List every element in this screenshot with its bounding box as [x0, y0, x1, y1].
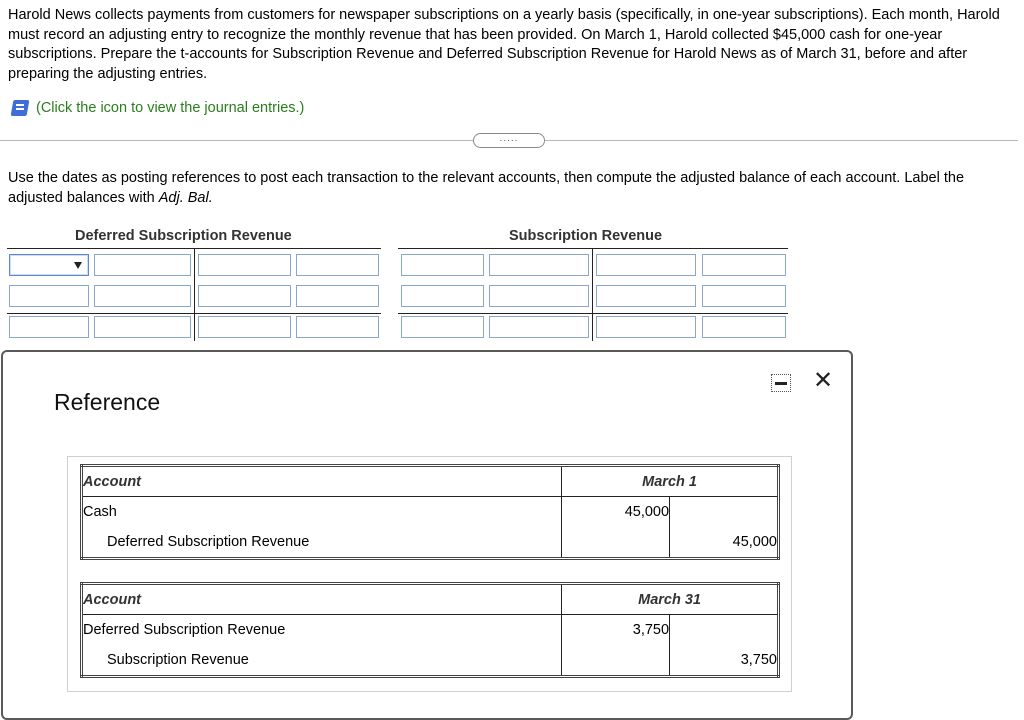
balance-amount-input[interactable] — [489, 316, 589, 338]
t-account-center-line — [592, 249, 593, 341]
balance-amount-input[interactable] — [702, 316, 786, 338]
instructions-text: Use the dates as posting references to post each transaction to the relevant accounts, then compute the adjusted balance of each account. Label the adjusted balances with — [8, 170, 965, 206]
credit-date-input[interactable] — [198, 254, 291, 276]
credit-cell — [670, 497, 779, 528]
header-date: March 31 — [562, 584, 779, 615]
credit-cell — [670, 615, 779, 646]
header-account: Account — [82, 466, 562, 497]
header-account: Account — [82, 584, 562, 615]
journal-entries-link-text[interactable]: (Click the icon to view the journal entries.) — [36, 100, 305, 116]
credit-amount-input[interactable] — [702, 285, 786, 307]
modal-title: Reference — [54, 389, 161, 415]
t-account-total-line — [398, 313, 788, 314]
debit-cell: 3,750 — [562, 615, 670, 646]
balance-amount-input[interactable] — [296, 316, 379, 338]
debit-amount-input[interactable] — [489, 254, 589, 276]
balance-amount-input[interactable] — [94, 316, 191, 338]
debit-date-input[interactable] — [401, 254, 484, 276]
book-icon[interactable] — [10, 98, 30, 118]
t-account-title-deferred: Deferred Subscription Revenue — [75, 228, 292, 244]
credit-date-input[interactable] — [596, 254, 696, 276]
balance-label-input[interactable] — [9, 316, 89, 338]
credit-amount-input[interactable] — [702, 254, 786, 276]
t-account-total-line — [7, 313, 381, 314]
credit-cell: 45,000 — [670, 528, 779, 559]
chevron-down-icon — [74, 262, 82, 269]
date-dropdown[interactable] — [9, 254, 89, 276]
journal-table-march-31 — [80, 582, 780, 678]
balance-label-input[interactable] — [198, 316, 291, 338]
expand-button[interactable]: ..... — [473, 133, 545, 148]
t-account-title-subscription: Subscription Revenue — [509, 228, 663, 244]
debit-date-input[interactable] — [401, 285, 484, 307]
t-account-center-line — [194, 249, 195, 341]
balance-label-input[interactable] — [401, 316, 484, 338]
credit-amount-input[interactable] — [296, 254, 379, 276]
instructions — [8, 169, 1013, 208]
debit-cell: 45,000 — [562, 497, 670, 528]
table-row — [82, 528, 779, 559]
reference-modal — [1, 350, 853, 720]
account-cell: Cash — [82, 497, 562, 528]
journal-entries-link[interactable] — [10, 98, 304, 118]
balance-label-input[interactable] — [596, 316, 696, 338]
debit-amount-input[interactable] — [489, 285, 589, 307]
account-cell: Deferred Subscription Revenue — [82, 615, 562, 646]
credit-cell: 3,750 — [670, 646, 779, 677]
account-cell: Deferred Subscription Revenue — [82, 528, 562, 559]
table-row — [82, 646, 779, 677]
journal-table-march-1 — [80, 464, 780, 560]
table-row — [82, 497, 779, 528]
debit-amount-input[interactable] — [94, 285, 191, 307]
adj-bal-label: Adj. Bal. — [158, 189, 213, 206]
problem-text: Harold News collects payments from customers for newspaper subscriptions on a yearly basis (specifically, in one-year subscriptions). Each month, Harold must record an adjusting entry to recognize the monthly revenue that has been provided. On March 1, Harold collected $45,000 cash for one-year subscriptions. Prepare the t-accounts for Subscription Revenue and Deferred Subscription Revenue for Harold News as of March 31, before and after preparing the adjusting entries. — [8, 7, 1000, 82]
debit-cell — [562, 528, 670, 559]
credit-date-input[interactable] — [596, 285, 696, 307]
journal-entries-panel — [67, 456, 792, 692]
debit-cell — [562, 646, 670, 677]
header-date: March 1 — [562, 466, 779, 497]
minimize-icon[interactable] — [771, 374, 791, 392]
t-account-top-line — [398, 248, 788, 249]
account-cell: Subscription Revenue — [82, 646, 562, 677]
debit-amount-input[interactable] — [94, 254, 191, 276]
close-icon[interactable]: ✕ — [813, 367, 834, 394]
credit-date-input[interactable] — [198, 285, 291, 307]
debit-date-input[interactable] — [9, 285, 89, 307]
table-row — [82, 615, 779, 646]
credit-amount-input[interactable] — [296, 285, 379, 307]
